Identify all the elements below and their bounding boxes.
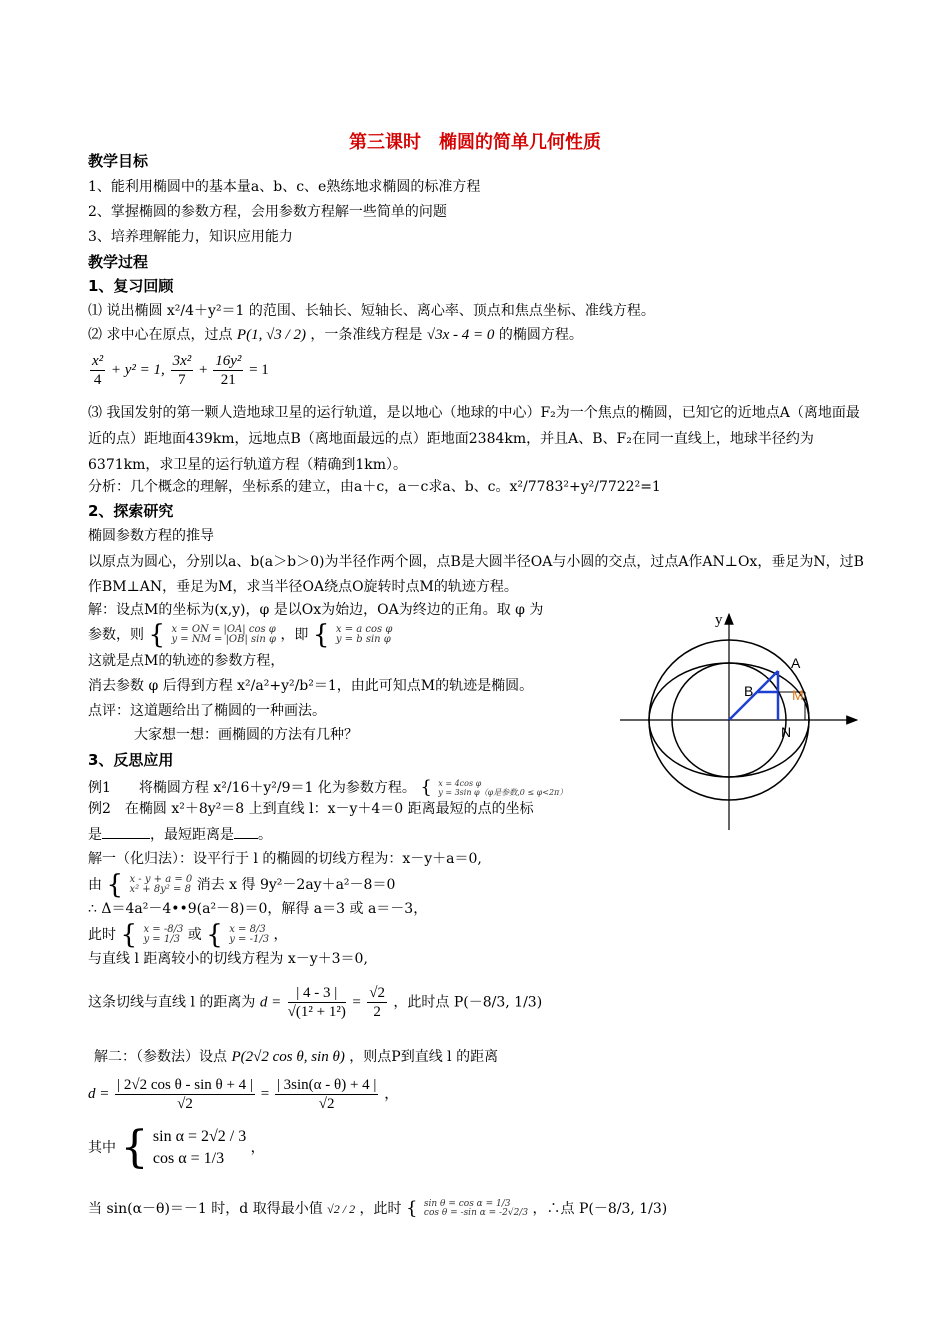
solution-text: ，即 (280, 627, 309, 643)
label-a: A (791, 655, 801, 671)
solution-text: 当 sin(α－θ)＝－1 时，d 取得最小值 (88, 1201, 323, 1217)
solution-text: ，此时 (359, 1201, 402, 1217)
solution-line-2 (88, 622, 392, 648)
brace-symbol: { (120, 920, 137, 950)
explore-heading: 2、探索研究 (88, 502, 174, 520)
math-text: ， (384, 1085, 400, 1102)
math-text: P(2√2 cos θ, sin θ) (231, 1049, 345, 1065)
example-1-text: 例1 将椭圆方程 x²/16＋y²/9＝1 化为参数方程。 (88, 780, 416, 796)
explore-problem: 以原点为圆心，分别以a、b(a＞b＞0)为半径作两个圆，点B是大圆半径OA与小圆的交点，过点A作AN⊥Ox，垂足为N，过B作BM⊥AN，垂足为M，求当半径OA绕点O旋转时点M的轨迹方程。 (88, 554, 864, 595)
theta-system (424, 1200, 528, 1218)
answer-end: = 1 (249, 361, 269, 378)
fraction-numerator: x² (92, 353, 104, 369)
system-line: y = 1/3 (143, 934, 180, 945)
fraction-numerator: √2 (369, 985, 385, 1001)
solution-1-head: 解一（化归法）：设平行于 l 的椭圆的切线方程为：x－y＋a＝0, (88, 851, 482, 867)
example-2-blanks (88, 826, 272, 844)
review-question-1: ⑴ 说出椭圆 x²/4＋y²＝1 的范围、长轴长、短轴长、离心率、顶点和焦点坐标、准线方程。 (88, 303, 655, 319)
q2-text-c: 的椭圆方程。 (498, 327, 583, 343)
system-line: y = -1/3 (229, 934, 270, 945)
math-text: d = (88, 1085, 110, 1102)
answer-blank[interactable] (234, 826, 258, 839)
system-line: sin θ = cos α = 1/3 (423, 1199, 511, 1209)
brace-symbol: { (120, 1122, 149, 1173)
review-heading: 1、复习回顾 (88, 277, 174, 295)
fraction-numerator: | 3sin(α - θ) + 4 | (276, 1077, 377, 1093)
think-question: 大家想一想：画椭圆的方法有几种？ (134, 727, 358, 743)
parametric-system (336, 625, 392, 645)
fraction-denominator: √2 (318, 1096, 335, 1112)
math-text: √2 / 2 (327, 1202, 356, 1216)
goal-item: 1、能利用椭圆中的基本量a、b、c、e熟练地求椭圆的标准方程 (88, 179, 481, 195)
blank-text: ，最短距离是 (150, 827, 234, 843)
solution-text: 参数，则 (88, 627, 144, 643)
system-line: cos α = 1/3 (152, 1150, 225, 1167)
system-line: sin α = 2√2 / 3 (152, 1128, 247, 1145)
fraction-denominator: √2 (177, 1096, 193, 1112)
brace-symbol: { (420, 777, 432, 798)
system (229, 925, 269, 945)
answer-mid: + y² = 1, (110, 361, 165, 378)
goal-item: 2、掌握椭圆的参数方程，会用参数方程解一些简单的问题 (88, 204, 447, 220)
q2-point: P(1, √3 / 2) (236, 327, 306, 343)
solution-1-tangent: 与直线 l 距离较小的切线方程为 x－y＋3＝0, (88, 951, 368, 967)
blank-text: 。 (258, 827, 272, 843)
solution-1-elim (88, 872, 395, 898)
fraction-denominator: √(1² + 1²) (287, 1004, 346, 1020)
label-n: N (781, 724, 792, 740)
blank-text: 是 (88, 827, 102, 843)
solution-1-delta: ∴ Δ＝4a²－4••9(a²－8)＝0，解得 a＝3 或 a＝－3， (88, 901, 428, 917)
solution-text: 此时 (88, 927, 116, 943)
math-text: = (260, 1085, 270, 1102)
label-m: M (792, 687, 804, 703)
fraction-numerator: | 2√2 cos θ - sin θ + 4 | (117, 1077, 253, 1093)
q2-directrix: √3x - 4 = 0 (426, 327, 495, 343)
solution-text: 解二：（参数法）设点 (94, 1049, 227, 1065)
review-question-2 (88, 326, 583, 344)
distance-fraction (115, 1076, 255, 1113)
parametric-system (171, 625, 276, 645)
distance-fraction (288, 984, 346, 1021)
system-line: x = -8/3 (143, 924, 184, 935)
brace-symbol: { (106, 870, 123, 900)
solution-text: ，则点P到直线 l 的距离 (349, 1049, 499, 1065)
solution-line-1: 解：设点M的坐标为(x,y)，φ 是以Ox为始边，OA为终边的正角。取 φ 为 (88, 602, 544, 618)
label-y: y (715, 612, 723, 628)
fraction-numerator: | 4 - 3 | (288, 984, 346, 1003)
math-text: = (352, 994, 361, 1011)
fraction-denominator: 7 (178, 372, 186, 388)
solution-text: ， (250, 1140, 265, 1156)
apply-heading: 3、反思应用 (88, 751, 174, 769)
alpha-system (153, 1126, 246, 1170)
process-heading: 教学过程 (88, 253, 149, 271)
system (129, 875, 192, 895)
system-line: x = a cos φ (335, 624, 393, 635)
example-2: 例2 在椭圆 x²＋8y²＝8 上到直线 l：x－y＋4＝0 距离最短的点的坐标 (88, 801, 534, 817)
solution-line-3: 这就是点M的轨迹的参数方程， (88, 653, 285, 669)
solution-text: 或 (187, 927, 202, 943)
brace-symbol: { (312, 620, 330, 650)
brace-symbol: { (148, 620, 165, 650)
analysis: 分析：几个概念的理解，坐标系的建立，由a＋c，a－c求a、b、c。x²/7783²+y²/7722²=1 (88, 479, 661, 495)
answer-blank[interactable] (102, 826, 150, 839)
explore-subheading: 椭圆参数方程的推导 (88, 528, 214, 544)
fraction-denominator: 4 (93, 372, 102, 388)
solution-text: 由 (88, 877, 102, 893)
goal-item: 3、培养理解能力，知识应用能力 (88, 229, 293, 245)
solution-2-head (94, 1048, 498, 1066)
comment: 点评：这道题给出了椭圆的一种画法。 (88, 703, 326, 719)
answer-plus: + (198, 361, 208, 378)
brace-symbol: { (406, 1198, 418, 1219)
math-text: d = (259, 994, 282, 1011)
fraction-numerator: 3x² (172, 353, 192, 369)
answer-fraction (213, 352, 243, 389)
system-line: x = ON = |OA| cos φ (171, 624, 276, 635)
review-question-3: ⑶ 我国发射的第一颗人造地球卫星的运行轨道，是以地心（地球的中心）F₂为一个焦点的椭圆，已知它的近地点A（离地面最近的点）距地面439km，远地点B（离地面最远的点）距地面2384km，并且A、B、F₂在同一直线上，地球半径约为6371km，求卫星的运行轨道方程（精确到1km）。 (88, 405, 860, 473)
answer-fraction (171, 352, 194, 389)
label-b: B (744, 683, 754, 699)
solution-text: ，此时点 P(－8/3, 1/3) (393, 994, 543, 1011)
solution-text: 这条切线与直线 l 的距离为 (88, 994, 256, 1011)
distance-fraction (275, 1076, 379, 1113)
solution-2-final (88, 1196, 667, 1222)
example-1-answer (438, 779, 567, 797)
solution-text: 消去 x 得 9y²－2ay＋a²－8＝0 (196, 877, 396, 893)
q2-text-a: ⑵ 求中心在原点，过点 (88, 327, 233, 343)
fraction-denominator: 2 (373, 1004, 381, 1020)
solution-text: 其中 (88, 1140, 116, 1156)
q2-text-b: ，一条准线方程是 (310, 327, 423, 343)
q2-answer (88, 352, 269, 389)
system-line: y = 3sin φ（φ是参数,0 ≤ φ<2π） (438, 788, 568, 797)
system-line: x - y + a = 0 (129, 874, 193, 885)
page-title: 第三课时 椭圆的简单几何性质 (349, 132, 601, 153)
ellipse-figure (615, 608, 865, 833)
solution-text: ， (273, 927, 288, 943)
example-1 (88, 775, 567, 801)
fraction-denominator: 21 (220, 372, 236, 388)
radius-oa (729, 671, 778, 720)
goals-heading: 教学目标 (88, 152, 149, 170)
system-line: cos θ = -sin α = -2√2/3 (423, 1208, 529, 1218)
solution-line-4: 消去参数 φ 后得到方程 x²/a²+y²/b²＝1，由此可知点M的轨迹是椭圆。 (88, 678, 534, 694)
system-line: x = 8/3 (229, 924, 266, 935)
answer-fraction (90, 352, 105, 389)
system-line: x = 4cos φ (438, 779, 482, 788)
distance-fraction (367, 984, 387, 1021)
solution-1-cases (88, 922, 288, 948)
solution-2-where (88, 1122, 265, 1173)
solution-1-distance (88, 984, 542, 1021)
system (143, 925, 183, 945)
brace-symbol: { (206, 920, 223, 950)
solution-2-distance (88, 1076, 399, 1113)
system-line: y = NM = |OB| sin φ (171, 634, 276, 645)
solution-text: ，∴点 P(－8/3, 1/3) (532, 1201, 668, 1217)
system-line: x² + 8y² = 8 (129, 884, 191, 895)
system-line: y = b sin φ (335, 634, 391, 645)
fraction-numerator: 16y² (215, 353, 242, 369)
